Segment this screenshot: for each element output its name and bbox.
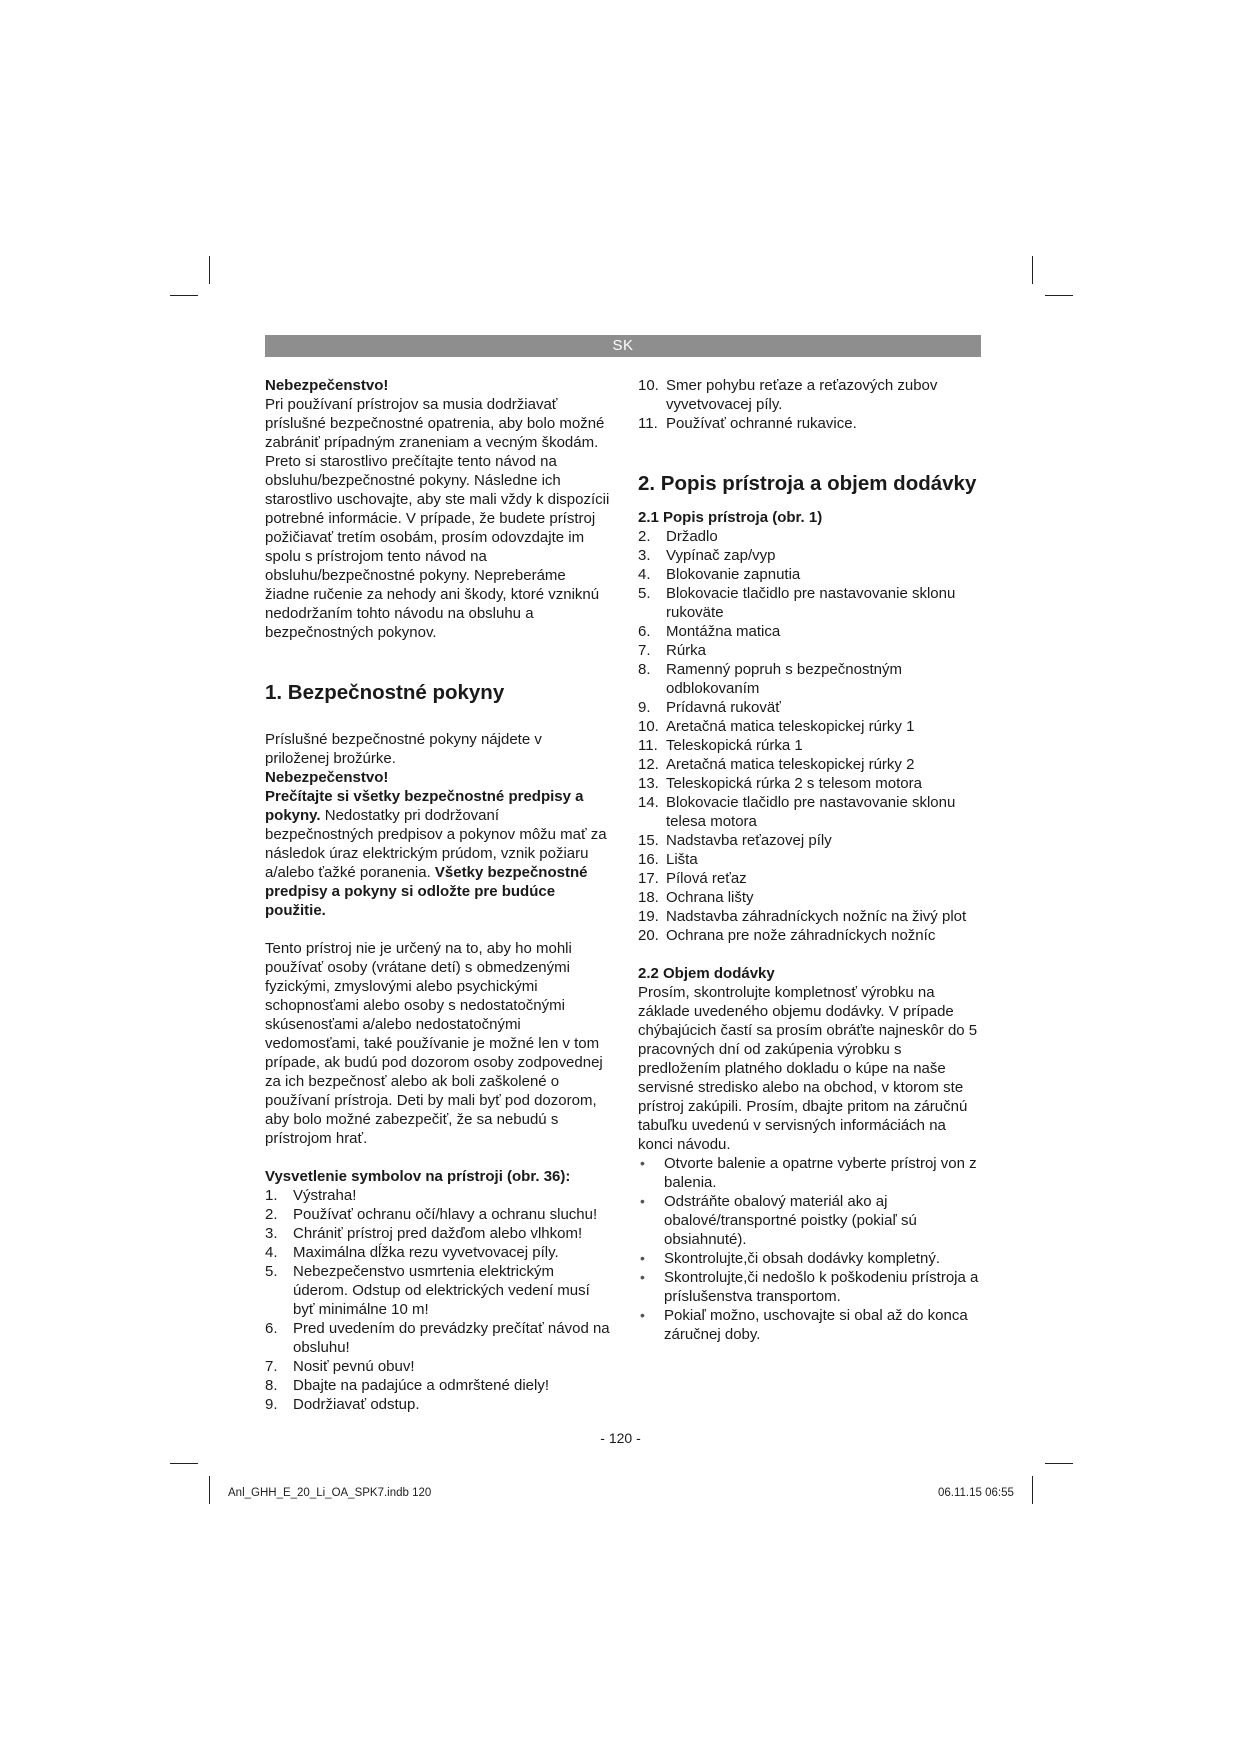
- crop-mark: [209, 256, 210, 284]
- footer-date-time: 06.11.15 06:55: [938, 1487, 1014, 1499]
- list-item: 4. Maximálna dĺžka rezu vyvetvovacej píly.: [265, 1244, 559, 1261]
- list-item: 8. Ramenný popruh s bezpečnostným odblokovaním: [638, 661, 902, 697]
- list-item: • Skontrolujte,či obsah dodávky kompletný.: [640, 1250, 940, 1267]
- list-item: 9. Dodržiavať odstup.: [265, 1396, 420, 1413]
- list-item: 6. Montážna matica: [638, 623, 781, 640]
- list-item: 11. Teleskopická rúrka 1: [638, 737, 803, 754]
- list-item: 7. Rúrka: [638, 642, 707, 659]
- warning-2-title: Nebezpečenstvo!: [265, 769, 389, 786]
- list-item: 9. Prídavná rukoväť: [638, 699, 781, 716]
- list-item: 10. Smer pohybu reťaze a reťazových zubov vyvetvovacej píly.: [638, 377, 938, 413]
- language-header-bar: [265, 335, 981, 357]
- children-warning-text: Tento prístroj nie je určený na to, aby ho mohli používať osoby (vrátane detí) s obmedzenými fyzickými, zmyslovými alebo psychickými schopnosťami alebo osoby s nedostatočnými skúsenosťami a/alebo nedostatočnými vedomosťami, také používanie je možné len v tom prípade, ak budú pod dozorom osoby zodpovednej za ich bezpečnosť alebo ak boli zaškolené o používaní prístroja. Deti by mali byť pod dozorom, aby bolo možné zabezpečiť, že sa nebudú s prístrojom hrať.: [265, 940, 603, 1147]
- list-item: • Otvorte balenie a opatrne vyberte prístroj von z balenia.: [640, 1155, 977, 1191]
- list-item: 18. Ochrana lišty: [638, 889, 754, 906]
- read-instructions-paragraph: [265, 787, 610, 920]
- delivery-checklist: [638, 1154, 983, 1344]
- bullet-icon: •: [640, 1269, 645, 1285]
- list-item: 19. Nadstavba záhradníckych nožníc na živý plot: [638, 908, 967, 925]
- list-item: 1. Výstraha!: [265, 1187, 357, 1204]
- list-item: 5. Blokovacie tlačidlo pre nastavovanie sklonu rukoväte: [638, 585, 956, 621]
- list-item: 14. Blokovacie tlačidlo pre nastavovanie sklonu telesa motora: [638, 794, 956, 830]
- list-item: • Skontrolujte,či nedošlo k poškodeniu prístroja a príslušenstva transportom.: [640, 1269, 979, 1305]
- footer-file-name: Anl_GHH_E_20_Li_OA_SPK7.indb 120: [228, 1487, 432, 1499]
- crop-mark: [170, 1463, 198, 1464]
- keep-bold: Všetky bezpečnostné predpisy a pokyny si odložte pre budúce použitie.: [265, 864, 588, 919]
- warning-title: Nebezpečenstvo!: [265, 377, 389, 394]
- left-column: [265, 376, 610, 1414]
- delivery-text: Prosím, skontrolujte kompletnosť výrobku na základe uvedeného objemu dodávky. V prípade chýbajúcich častí sa prosím obráťte najneskôr do 5 pracovných dní od zakúpenia výrobku s predložením platného dokladu o kúpe na naše servisné stredisko alebo na obchod, v ktorom ste prístroj zakúpili. Prosím, dbajte pritom na záručnú tabuľku uvedenú v servisných informáciách na konci návodu.: [638, 984, 978, 1153]
- subsection-2-2-heading: 2.2 Objem dodávky: [638, 965, 775, 982]
- symbols-list: [265, 1186, 610, 1414]
- list-item: 15. Nadstavba reťazovej píly: [638, 832, 832, 849]
- crop-mark: [1045, 295, 1073, 296]
- bullet-icon: •: [640, 1193, 645, 1209]
- list-item: 20. Ochrana pre nože záhradníckych nožníc: [638, 927, 936, 944]
- list-item: 8. Dbajte na padajúce a odmrštené diely!: [265, 1377, 549, 1394]
- list-item: 6. Pred uvedením do prevádzky prečítať návod na obsluhu!: [265, 1320, 610, 1356]
- section-1-heading: 1. Bezpečnostné pokyny: [265, 681, 505, 704]
- subsection-2-1-heading: 2.1 Popis prístroja (obr. 1): [638, 509, 823, 526]
- list-item: 17. Pílová reťaz: [638, 870, 747, 887]
- safety-intro: Príslušné bezpečnostné pokyny nájdete v priloženej brožúrke.: [265, 731, 542, 767]
- list-item: 2. Držadlo: [638, 528, 718, 545]
- bullet-icon: •: [640, 1250, 645, 1266]
- list-item: 4. Blokovanie zapnutia: [638, 566, 801, 583]
- list-item: 13. Teleskopická rúrka 2 s telesom motora: [638, 775, 922, 792]
- symbols-list-continued: [638, 376, 983, 433]
- read-text: Nedostatky pri dodržovaní bezpečnostných predpisov a pokynov môžu mať za následok úraz elektrickým prúdom, vznik požiaru a/alebo ťažké poranenia.: [265, 807, 607, 881]
- crop-mark: [1032, 1476, 1033, 1504]
- list-item: 12. Aretačná matica teleskopickej rúrky 2: [638, 756, 915, 773]
- section-2-heading: 2. Popis prístroja a objem dodávky: [638, 472, 977, 495]
- crop-mark: [1032, 256, 1033, 284]
- list-item: 7. Nosiť pevnú obuv!: [265, 1358, 415, 1375]
- bullet-icon: •: [640, 1155, 645, 1171]
- language-code: SK: [612, 337, 634, 354]
- list-item: 3. Vypínač zap/vyp: [638, 547, 776, 564]
- symbols-heading: Vysvetlenie symbolov na prístroji (obr. 36):: [265, 1168, 571, 1185]
- read-bold: Prečítajte si všetky bezpečnostné predpisy a pokyny.: [265, 788, 584, 824]
- list-item: 3. Chrániť prístroj pred dažďom alebo vlhkom!: [265, 1225, 583, 1242]
- list-item: • Pokiaľ možno, uschovajte si obal až do konca záručnej doby.: [640, 1307, 968, 1343]
- right-column: [638, 376, 983, 1344]
- warning-text: Pri používaní prístrojov sa musia dodržiavať príslušné bezpečnostné opatrenia, aby bolo možné zabrániť prípadným zraneniam a vecným škodám. Preto si starostlivo prečítajte tento návod na obsluhu/bezpečnostné pokyny. Následne ich starostlivo uschovajte, aby ste mali vždy k dispozícii potrebné informácie. V prípade, že budete prístroj požičiavať tretím osobám, prosím odovzdajte im spolu s prístrojom tento návod na obsluhu/bezpečnostné pokyny. Nepreberáme žiadne ručenie za nehody ani škody, ktoré vzniknú nedodržaním tohto návodu na obsluhu a bezpečnostných pokynov.: [265, 396, 610, 641]
- list-item: 16. Lišta: [638, 851, 698, 868]
- list-item: 11. Používať ochranné rukavice.: [638, 415, 857, 432]
- parts-list: [638, 527, 983, 945]
- list-item: 10. Aretačná matica teleskopickej rúrky 1: [638, 718, 915, 735]
- page-number: - 120 -: [600, 1430, 641, 1446]
- crop-mark: [1045, 1463, 1073, 1464]
- crop-mark: [209, 1476, 210, 1504]
- list-item: • Odstráňte obalový materiál ako aj obalové/transportné poistky (pokiaľ sú obsiahnuté).: [640, 1193, 917, 1248]
- list-item: 2. Používať ochranu očí/hlavy a ochranu sluchu!: [265, 1206, 598, 1223]
- bullet-icon: •: [640, 1307, 645, 1323]
- list-item: 5. Nebezpečenstvo usmrtenia elektrickým úderom. Odstup od elektrických vedení musí byť minimálne 10 m!: [265, 1263, 590, 1318]
- crop-mark: [170, 295, 198, 296]
